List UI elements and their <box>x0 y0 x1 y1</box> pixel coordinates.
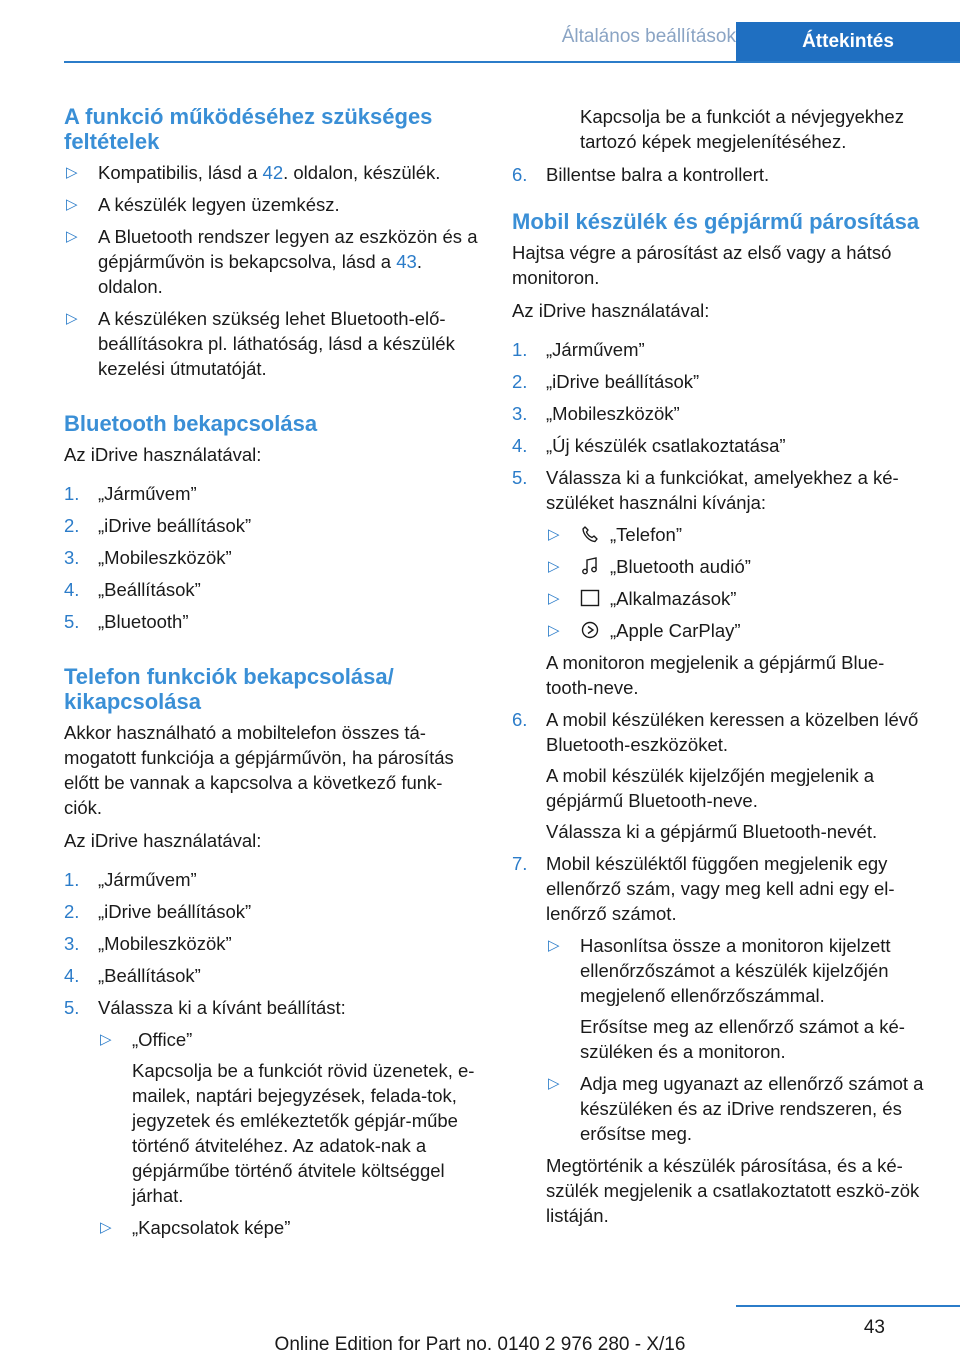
continued-text: Kapcsolja be a funkciót a névjegyekhez tartozó képek megjelenítéséhez. <box>580 106 904 152</box>
requirements-list <box>64 160 480 381</box>
body-text: Akkor használható a mobiltelefon összes tá-mogatott funkciója a gépjárművön, ha párosítás előtt be vannak a kapcsolva a következő funk-ciók. <box>64 722 454 818</box>
bullet-icon: ▷ <box>548 622 560 639</box>
bullet-icon: ▷ <box>548 1075 560 1092</box>
list-item: 4. „Új készülék csatlakoztatása” <box>512 435 786 456</box>
apps-icon <box>580 589 600 607</box>
section-title-bluetooth-on: Bluetooth bekapcsolása <box>64 411 318 436</box>
list-item: 2. „iDrive beállítások” <box>64 515 252 536</box>
list-item: 6. A mobil készüléken keressen a közelben lévő Bluetooth-eszközöket. A mobil készülék kijelzőjén megjelenik a gépjármű Bluetooth-neve. Válassza ki a gépjármű Bluetooth-nevét. <box>512 709 919 842</box>
bullet-icon: ▷ <box>66 196 78 213</box>
bullet-icon: ▷ <box>548 526 560 543</box>
page-link[interactable]: 42 <box>262 162 284 183</box>
bullet-icon: ▷ <box>66 310 78 327</box>
bluetooth-steps <box>64 481 480 634</box>
list-item: ▷ Hasonlítsa össze a monitoron kijelzett ellenőrzőszámot a készülék kijelzőjén megjelenő ellenőrzőszámmal. Erősítse meg az ellenőrző számot a ké-szüléken és a monitoron. <box>548 935 905 1062</box>
intro-text: Az iDrive használatával: <box>512 300 710 321</box>
section-title-pairing: Mobil készülék és gépjármű párosítása <box>512 209 920 234</box>
list-item: 5. „Bluetooth” <box>64 611 189 632</box>
list-item: 4. „Beállítások” <box>64 579 201 600</box>
list-item: ▷ „Office” Kapcsolja be a funkciót rövid üzenetek, e-mailek, naptári bejegyzések, felada-tok, jegyzetek és emlékeztetők gépjár-műbe történő átviteléhez. Az adatok-nak a gépjárműbe történő átvitele költséggel járhat. <box>100 1029 475 1206</box>
phone-icon <box>580 525 600 543</box>
function-options <box>546 522 928 643</box>
list-item: ▷ A készülék legyen üzemkész. <box>66 194 340 215</box>
verification-options <box>546 933 928 1146</box>
bullet-icon: ▷ <box>548 590 560 607</box>
list-item: 2. „iDrive beállítások” <box>64 901 252 922</box>
edition-note: Online Edition for Part no. 0140 2 976 280 - X/16 <box>274 1334 686 1355</box>
bullet-icon: ▷ <box>100 1031 112 1048</box>
list-item: 3. „Mobileszközök” <box>64 547 232 568</box>
list-item: 3. „Mobileszközök” <box>64 933 232 954</box>
list-item: 5. Válassza ki a kívánt beállítást: ▷ „Office” Kapcsolja be a funkciót rövid üzenetek, e-mailek, naptári bejegyzések, felada-tok, jegyzetek és emlékeztetők gépjár-műbe történő átviteléhez. Az adatok-nak a gépjárműbe történő átvitele költséggel járhat. ▷ „Kapcsolatok képe” <box>64 995 480 1240</box>
bullet-icon: ▷ <box>548 558 560 575</box>
continued-steps <box>512 162 928 187</box>
bullet-icon: ▷ <box>548 937 560 954</box>
list-item: 4. „Beállítások” <box>64 965 201 986</box>
intro-text: Az iDrive használatával: <box>64 830 262 851</box>
list-item: 3. „Mobileszközök” <box>512 403 680 424</box>
section-tab[interactable]: Általános beállítások <box>561 26 736 47</box>
list-item: ▷ A készüléken szükség lehet Bluetooth-elő-beállításokra pl. láthatóság, lásd a készülék kezelési útmutatóját. <box>66 308 455 379</box>
page-link[interactable]: 43 <box>396 251 417 272</box>
list-item: ▷ „Bluetooth audió” <box>548 556 751 577</box>
footer-rule <box>736 1305 960 1307</box>
setting-options <box>98 1027 480 1240</box>
list-item: ▷ „Kapcsolatok képe” <box>100 1217 291 1238</box>
list-item: ▷ „Telefon” <box>548 524 682 545</box>
left-column <box>64 104 480 1248</box>
section-title-requirements: A funkció működéséhez szükséges feltételek <box>64 104 433 154</box>
list-item: 1. „Járművem” <box>64 483 197 504</box>
carplay-icon <box>580 621 600 639</box>
right-column <box>512 104 928 1236</box>
bullet-icon: ▷ <box>100 1219 112 1236</box>
list-item: 2. „iDrive beállítások” <box>512 371 700 392</box>
active-tab[interactable]: Áttekintés <box>736 22 960 62</box>
page-number: 43 <box>863 1317 885 1338</box>
list-item: 1. „Járművem” <box>512 339 645 360</box>
header-rule <box>64 61 960 63</box>
pairing-steps <box>512 337 928 1228</box>
list-item: 6. Billentse balra a kontrollert. <box>512 164 770 185</box>
list-item: 1. „Járművem” <box>64 869 197 890</box>
bullet-icon: ▷ <box>66 228 78 245</box>
music-note-icon <box>580 557 600 575</box>
list-item: ▷ „Alkalmazások” <box>548 588 737 609</box>
intro-text: Az iDrive használatával: <box>64 444 262 465</box>
body-text: Hajtsa végre a párosítást az első vagy a hátsó monitoron. <box>512 242 892 288</box>
list-item: ▷ Kompatibilis, lásd a 42. oldalon, készülék. <box>66 162 441 183</box>
phone-function-steps <box>64 867 480 1240</box>
page-header <box>0 0 960 64</box>
section-title-phone-functions: Telefon funkciók bekapcsolása/ kikapcsolása <box>64 664 394 714</box>
list-item: ▷ A Bluetooth rendszer legyen az eszközön és a gépjárművön is bekapcsolva, lásd a 43. oldalon. <box>66 226 478 297</box>
bullet-icon: ▷ <box>66 164 78 181</box>
list-item: 7. Mobil készüléktől függően megjelenik egy ellenőrző szám, vagy meg kell adni egy el-lenőrző számot. ▷ Hasonlítsa össze a monitoron kijelzett ellenőrzőszámot a készülék kijelzőjén megjelenő ellenőrzőszámmal. Erősítse meg az ellenőrző számot a ké-szüléken és a monitoron. ▷ Adja meg ugyanazt az ellenőrző számot a készüléken és az iDrive rendszeren, és erősítse meg. Megtörténik a készülék párosítása, és a ké-szülék megjelenik a csatlakoztatott eszkö-zök listáján. <box>512 851 928 1228</box>
list-item: 5. Válassza ki a funkciókat, amelyekhez a ké-szüléket használni kívánja: ▷ „Telefon” ▷ „Bluetooth audió” ▷ „Alkalmazások” ▷ „Apple CarPlay” A monitoron megjelenik a gépjármű Blue-tooth-neve. <box>512 465 928 700</box>
list-item: ▷ „Apple CarPlay” <box>548 620 741 641</box>
list-item: ▷ Adja meg ugyanazt az ellenőrző számot a készüléken és az iDrive rendszeren, és erősítse meg. <box>548 1073 924 1144</box>
